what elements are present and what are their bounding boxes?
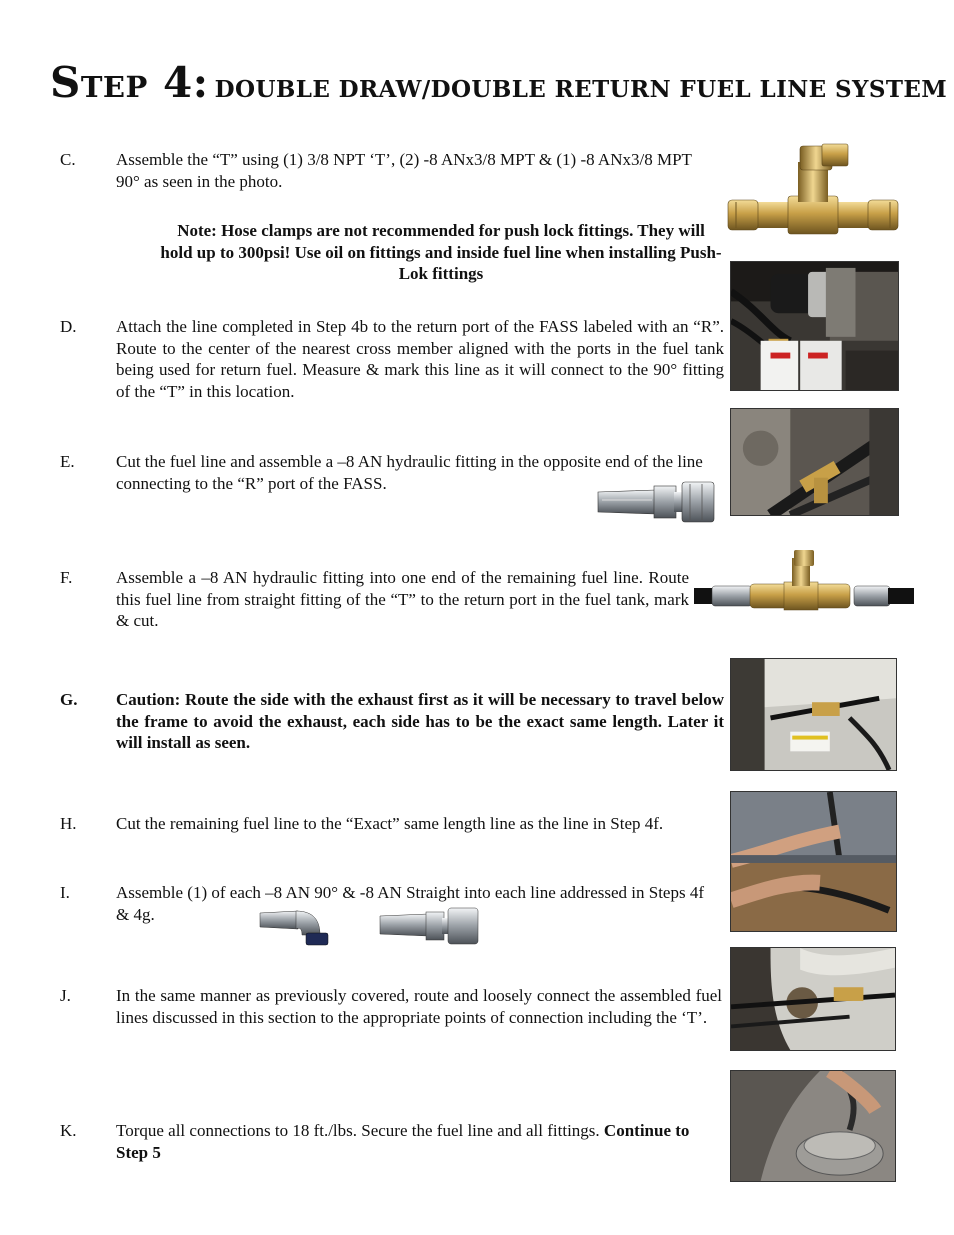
tee-installed-photo [730, 408, 899, 516]
cutting-hose-photo [730, 791, 897, 932]
step-letter: F. [60, 568, 73, 587]
tee-fitting-photo [726, 140, 900, 240]
fass-pump-photo [730, 261, 899, 391]
step-text: Assemble the “T” using (1) 3/8 NPT ‘T’, (2) -8 ANx3/8 MPT & (1) -8 ANx3/8 MPT 90° as seen in the photo. [116, 150, 692, 191]
step-text: Attach the line completed in Step 4b to the return port of the FASS labeled with an “R”. Route to the center of the nearest cross member aligned with the ports in the fuel tank being used for return fuel. Measure & mark this line as it will connect to the 90° fitting of the “T” in this location. [116, 317, 724, 401]
step-text: Cut the remaining fuel line to the “Exact” same length line as the line in Step 4f. [116, 814, 664, 833]
step-letter: J. [60, 986, 71, 1005]
step-text-regular: Torque all connections to 18 ft./lbs. Secure the fuel line and all fittings. [116, 1121, 604, 1140]
straight-hose-end-photo [594, 478, 718, 524]
step-letter: K. [60, 1121, 77, 1140]
continue-link-text: Continue to Step 5 [116, 1121, 690, 1162]
step-text: In the same manner as previously covered, route and loosely connect the assembled fuel lines discussed in this section to the appropriate points of connection including the ‘T’. [116, 986, 722, 1027]
tee-with-hoses-photo [694, 548, 914, 612]
step-text: Assemble a –8 AN hydraulic fitting into one end of the remaining fuel line. Route this fuel line from straight fitting of the “T” to the return port in the fuel tank, mark & cut. [116, 568, 689, 631]
step-subtitle: DOUBLE DRAW/DOUBLE RETURN FUEL LINE SYSTEM [214, 76, 948, 103]
step-label: Step 4: [50, 58, 209, 107]
step-letter: C. [60, 150, 76, 169]
hose-end-90-photo [258, 905, 334, 947]
page-title [50, 58, 947, 107]
step-text [116, 1120, 718, 1163]
step-letter: I. [60, 883, 70, 902]
step-letter: E. [60, 452, 75, 471]
tank-cap-photo [730, 1070, 896, 1182]
step-letter: H. [60, 814, 77, 833]
step-text: Caution: Route the side with the exhaust first as it will be necessary to travel below the frame to avoid the exhaust, each side has to be the exact same length. Later it will install as seen. [116, 690, 724, 753]
step-letter: D. [60, 317, 77, 336]
fuel-tank-photo [730, 658, 897, 771]
note-text: Note: Hose clamps are not recommended for push lock fittings. They will hold up to 300psi! Use oil on fittings and inside fuel line when installing Push-Lok fittings [160, 221, 722, 284]
step-text: Assemble (1) of each –8 AN 90° & -8 AN Straight into each line addressed in Steps 4f & 4g. [116, 883, 704, 924]
straight-hose-end-photo-2 [378, 906, 480, 946]
step-letter: G. [60, 690, 78, 709]
step-text: Cut the fuel line and assemble a –8 AN hydraulic fitting in the opposite end of the line connecting to the “R” port of the FASS. [116, 452, 703, 493]
routed-lines-photo [730, 947, 896, 1051]
